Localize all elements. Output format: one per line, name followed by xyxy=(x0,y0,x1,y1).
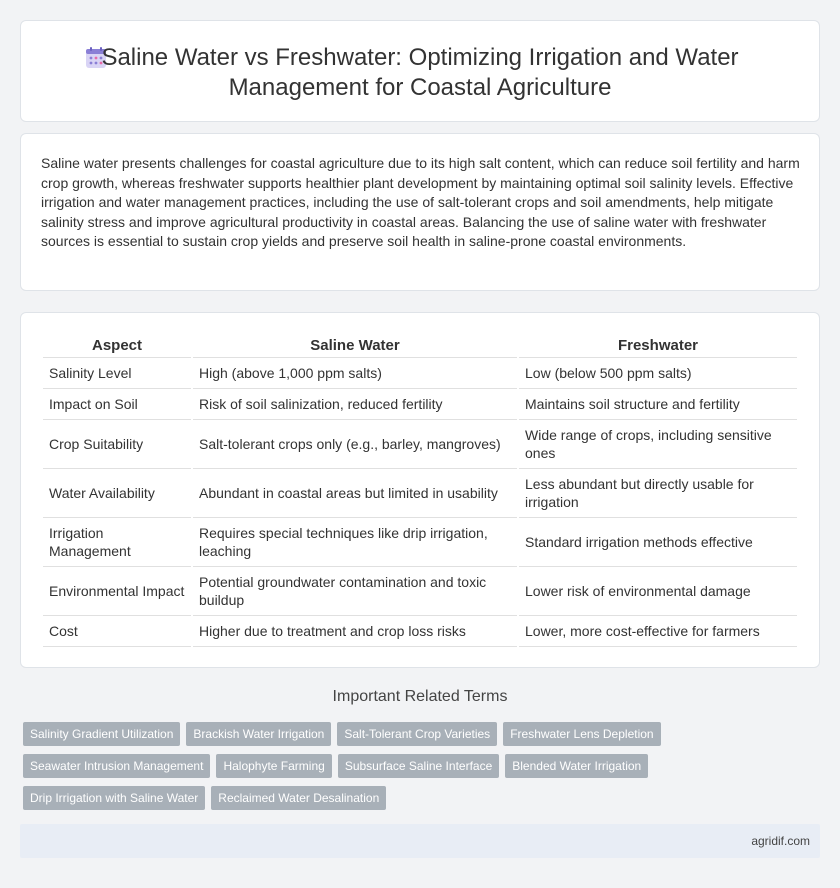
intro-paragraph: Saline water presents challenges for coastal agriculture due to its high salt content, which can reduce soil fertility and harm crop growth, whereas freshwater supports healthier plant development by maintaining optimal soil salinity levels. Effective irrigation and water management practices, including the use of salt-tolerant crops and soil amendments, help mitigate salinity stress and improve agricultural productivity in coastal areas. Balancing the use of saline water with freshwater sources is essential to sustain crop yields and preserve soil health in saline-prone coastal environments. xyxy=(41,155,800,250)
related-term-tag[interactable]: Blended Water Irrigation xyxy=(505,754,648,778)
related-terms-list xyxy=(23,722,813,810)
comparison-table-card xyxy=(20,312,820,668)
related-term-tag[interactable]: Subsurface Saline Interface xyxy=(338,754,499,778)
cell-fresh: Standard irrigation methods effective xyxy=(519,518,797,567)
cell-fresh: Low (below 500 ppm salts) xyxy=(519,358,797,389)
cell-aspect: Water Availability xyxy=(43,469,191,518)
cell-aspect: Salinity Level xyxy=(43,358,191,389)
related-term-tag[interactable]: Salt-Tolerant Crop Varieties xyxy=(337,722,497,746)
related-term-tag[interactable]: Halophyte Farming xyxy=(216,754,331,778)
table-row xyxy=(43,469,797,518)
cell-saline: Abundant in coastal areas but limited in usability xyxy=(193,469,517,518)
cell-saline: Higher due to treatment and crop loss risks xyxy=(193,616,517,647)
header-saline-water: Saline Water xyxy=(193,334,517,358)
title-card xyxy=(20,20,820,122)
cell-fresh: Lower, more cost-effective for farmers xyxy=(519,616,797,647)
cell-aspect: Impact on Soil xyxy=(43,389,191,420)
related-term-tag[interactable]: Drip Irrigation with Saline Water xyxy=(23,786,205,810)
cell-saline: Risk of soil salinization, reduced fertility xyxy=(193,389,517,420)
related-term-tag[interactable]: Salinity Gradient Utilization xyxy=(23,722,180,746)
related-terms-title: Important Related Terms xyxy=(332,688,508,705)
header-aspect: Aspect xyxy=(43,334,191,358)
table-row xyxy=(43,567,797,616)
related-term-tag[interactable]: Freshwater Lens Depletion xyxy=(503,722,660,746)
cell-saline: Potential groundwater contamination and toxic buildup xyxy=(193,567,517,616)
cell-fresh: Wide range of crops, including sensitive ones xyxy=(519,420,797,469)
cell-aspect: Cost xyxy=(43,616,191,647)
table-row xyxy=(43,420,797,469)
comparison-table xyxy=(41,334,799,647)
footer xyxy=(20,824,820,858)
cell-aspect: Environmental Impact xyxy=(43,567,191,616)
table-row xyxy=(43,616,797,647)
table-header-row xyxy=(43,334,797,358)
table-row xyxy=(43,389,797,420)
cell-fresh: Less abundant but directly usable for irrigation xyxy=(519,469,797,518)
cell-aspect: Irrigation Management xyxy=(43,518,191,567)
page-title: Saline Water vs Freshwater: Optimizing Irrigation and Water Management for Coastal Agriculture xyxy=(101,44,739,101)
footer-site-link[interactable]: agridif.com xyxy=(751,834,810,848)
intro-card xyxy=(20,133,820,291)
related-term-tag[interactable]: Reclaimed Water Desalination xyxy=(211,786,386,810)
cell-saline: Requires special techniques like drip irrigation, leaching xyxy=(193,518,517,567)
related-term-tag[interactable]: Brackish Water Irrigation xyxy=(186,722,331,746)
header-freshwater: Freshwater xyxy=(519,334,797,358)
cell-aspect: Crop Suitability xyxy=(43,420,191,469)
cell-saline: High (above 1,000 ppm salts) xyxy=(193,358,517,389)
cell-fresh: Maintains soil structure and fertility xyxy=(519,389,797,420)
table-row xyxy=(43,518,797,567)
cell-fresh: Lower risk of environmental damage xyxy=(519,567,797,616)
cell-saline: Salt-tolerant crops only (e.g., barley, mangroves) xyxy=(193,420,517,469)
table-row xyxy=(43,358,797,389)
related-term-tag[interactable]: Seawater Intrusion Management xyxy=(23,754,210,778)
